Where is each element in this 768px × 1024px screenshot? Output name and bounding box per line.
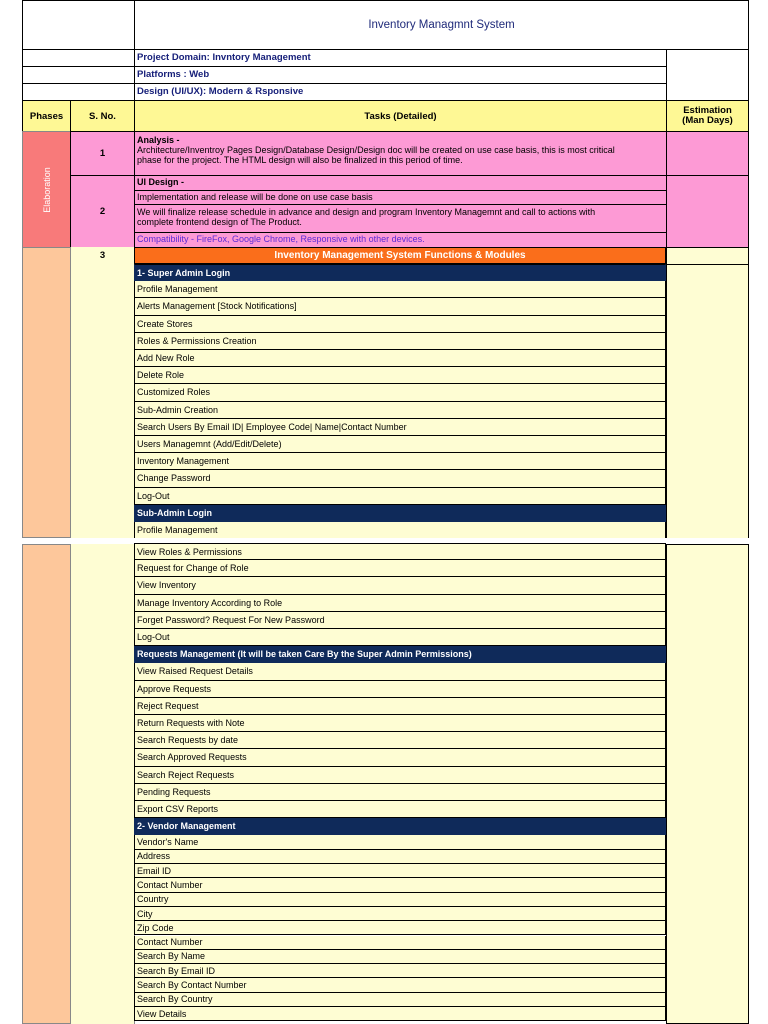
task-row: Search Approved Requests [134, 749, 666, 766]
functions-banner [134, 247, 666, 264]
task-row: View Raised Request Details [134, 663, 666, 680]
row2-line2: We will finalize release schedule in advance and design and program Inventory Managemnt and call to actions with [137, 207, 596, 217]
task-row: Inventory Management [134, 453, 666, 470]
project-domain-cell [134, 49, 667, 67]
task-row: View Roles & Permissions [134, 543, 666, 560]
task-row: Country [134, 893, 666, 907]
task-row: Alerts Management [Stock Notifications] [134, 298, 666, 315]
estimation-col-a [666, 247, 749, 265]
task-row: Search Requests by date [134, 732, 666, 749]
design-cell [134, 83, 667, 101]
task-row: Reject Request [134, 698, 666, 715]
task-row: Profile Management [134, 281, 666, 298]
task-row: Search Users By Email ID| Employee Code| Name|Contact Number [134, 419, 666, 436]
row2-desc-cell [134, 204, 667, 233]
document-title: Inventory Managmnt System [368, 19, 515, 31]
task-row: Contact Number [134, 878, 666, 892]
elaboration-phase-cell [22, 131, 71, 248]
project-domain: Project Domain: Invntory Management [137, 51, 311, 63]
row2-sno [70, 175, 135, 248]
info-left-1 [22, 49, 135, 67]
functions-sno [70, 248, 135, 262]
row1-title: Analysis - [137, 135, 180, 145]
task-row: Delete Role [134, 367, 666, 384]
info-left-3 [22, 83, 135, 101]
section-header-row: 2- Vendor Management [134, 818, 666, 835]
section-header-row: Requests Management (It will be taken Care By the Super Admin Permissions) [134, 646, 666, 663]
header-tasks [134, 100, 667, 132]
task-row: Request for Change of Role [134, 560, 666, 577]
section-header-row: 1- Super Admin Login [134, 264, 666, 281]
task-row: City [134, 907, 666, 921]
sno-column-2 [70, 544, 135, 1024]
task-row: Search By Country [134, 993, 666, 1007]
task-row: Log-Out [134, 629, 666, 646]
task-row: Address [134, 850, 666, 864]
row1-sno-value: 1 [99, 148, 106, 159]
estimation-col-b [666, 264, 749, 538]
task-row: Sub-Admin Creation [134, 402, 666, 419]
header-estimation-line2: (Man Days) [682, 115, 733, 126]
info-right-blank [666, 49, 749, 101]
task-row: Search By Contact Number [134, 978, 666, 992]
row2-compat-cell [134, 232, 667, 248]
title-cell [134, 0, 749, 50]
task-row: Vendor's Name [134, 835, 666, 849]
design-line: Design (UI/UX): Modern & Rsponsive [137, 85, 304, 97]
task-row: Zip Code [134, 921, 666, 935]
functions-sno-value: 3 [99, 249, 106, 261]
header-sno-label: S. No. [89, 110, 116, 122]
row2-estimation [666, 175, 749, 248]
row1-line2: phase for the project. The HTML design will also be finalized in this period of time. [137, 155, 463, 166]
row1-line1: Architecture/Inventroy Pages Design/Database Design/Design doc will be created on use case basis, this is most critical [137, 145, 615, 156]
row2-line1: Implementation and release will be done on use case basis [137, 191, 373, 202]
task-row: Users Managemnt (Add/Edit/Delete) [134, 436, 666, 453]
row1-sno [70, 131, 135, 176]
task-row: Contact Number [134, 936, 666, 950]
task-row: Add New Role [134, 350, 666, 367]
task-row: Pending Requests [134, 784, 666, 801]
platforms: Platforms : Web [137, 68, 210, 80]
row1-task [134, 131, 667, 176]
elaboration-label: Elaboration [41, 166, 52, 213]
estimation-col-c [666, 544, 749, 1024]
task-row: Customized Roles [134, 384, 666, 401]
info-left-2 [22, 66, 135, 84]
phase-band-2 [22, 544, 71, 1024]
row2-sno-value: 2 [99, 206, 106, 217]
task-row: Search By Email ID [134, 964, 666, 978]
task-row: Export CSV Reports [134, 801, 666, 818]
row2-compat: Compatibility - FireFox, Google Chrome, Responsive with other devices. [137, 234, 425, 245]
task-row: Log-Out [134, 488, 666, 505]
task-row: Change Password [134, 470, 666, 487]
task-row: Create Stores [134, 316, 666, 333]
row2-line3: complete frontend design of The Product. [137, 217, 302, 228]
row2-title-cell [134, 175, 667, 191]
row1-estimation [666, 131, 749, 176]
header-phases [22, 100, 71, 132]
task-row: Email ID [134, 864, 666, 878]
task-row: Roles & Permissions Creation [134, 333, 666, 350]
functions-banner-label: Inventory Management System Functions & Modules [274, 250, 526, 261]
header-tasks-label: Tasks (Detailed) [364, 110, 437, 122]
corner-cell [22, 0, 135, 50]
task-row: Search Reject Requests [134, 767, 666, 784]
task-row: Approve Requests [134, 681, 666, 698]
header-estimation-line1: Estimation [683, 104, 732, 116]
row2-line1-cell [134, 190, 667, 205]
section-header-row: Sub-Admin Login [134, 505, 666, 522]
task-row: View Details [134, 1007, 666, 1021]
task-row: View Inventory [134, 577, 666, 594]
task-row: Return Requests with Note [134, 715, 666, 732]
task-row: Search By Name [134, 950, 666, 964]
header-estimation [666, 100, 749, 132]
task-row: Forget Password? Request For New Password [134, 612, 666, 629]
task-row: Profile Management [134, 522, 666, 539]
phase-band-1 [22, 247, 71, 538]
sno-column-1 [70, 247, 135, 538]
header-phases-label: Phases [29, 110, 64, 122]
row2-title: UI Design - [137, 177, 185, 188]
platforms-cell [134, 66, 667, 84]
task-row: Manage Inventory According to Role [134, 595, 666, 612]
header-sno [70, 100, 135, 132]
